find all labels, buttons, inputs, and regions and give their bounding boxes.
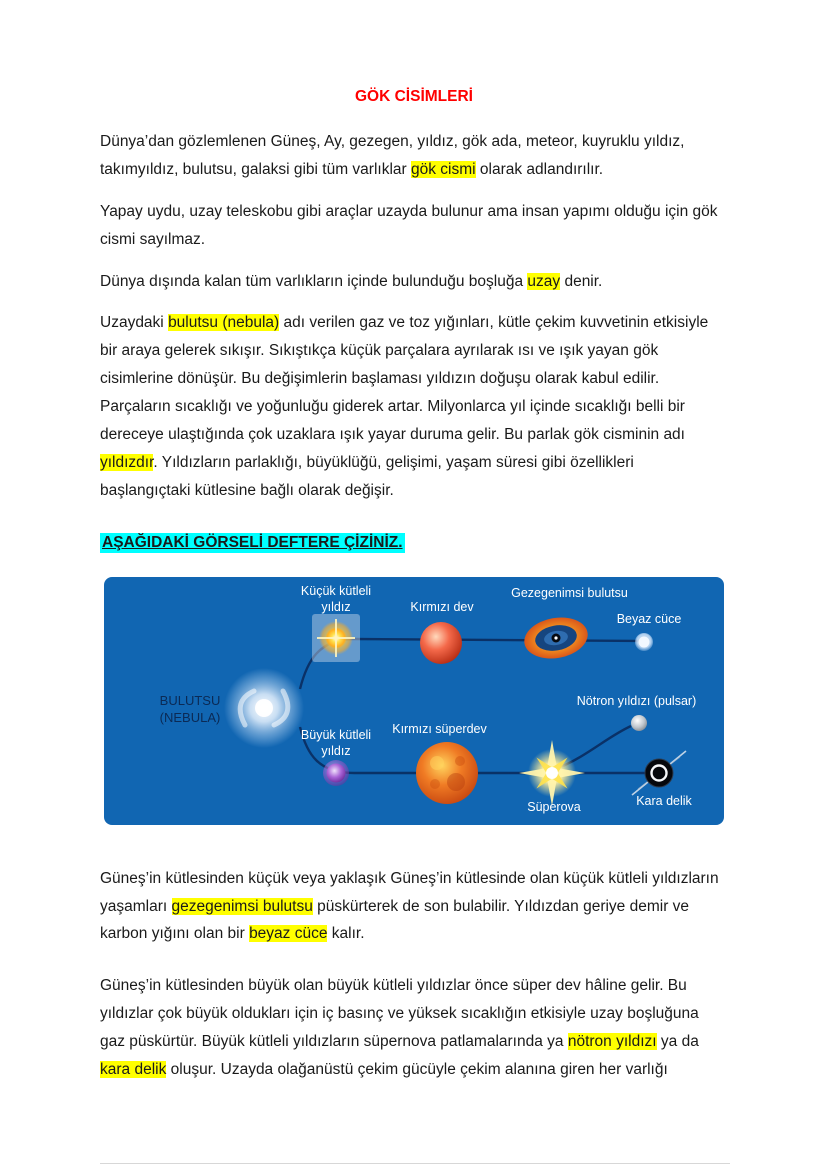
highlighted-text: yıldızdır — [100, 453, 154, 471]
label-small-mass-star: Küçük kütleli yıldız — [300, 583, 372, 614]
text-run: püskürterek de son bulabilir. Yıldızdan geriye demir ve karbon yığını olan bir — [100, 897, 690, 943]
paragraph-yapay-uydu — [100, 198, 728, 254]
highlighted-text: kara delik — [100, 1061, 167, 1079]
red-giant — [420, 622, 462, 664]
paragraph-gok-cismi — [100, 128, 728, 184]
text-run: Uzaydaki — [100, 314, 169, 332]
label-red-supergiant: Kırmızı süperdev — [392, 721, 487, 736]
highlighted-text: beyaz cüce — [249, 925, 328, 943]
text-run: Dünya’dan gözlemlenen Güneş, Ay, gezegen, yıldız, gök ada, meteor, kuyruklu yıldız, takımyıldız, bulutsu, galaksi gibi tüm varlıklar — [100, 133, 685, 178]
highlighted-text: gök cismi — [410, 160, 476, 178]
paragraph-beyaz-cuce — [100, 865, 728, 949]
label-nebula: BULUTSU (NEBULA) — [159, 692, 221, 725]
planetary-nebula — [521, 612, 591, 663]
highlighted-text: uzay — [527, 272, 561, 290]
text-run: Dünya dışında kalan tüm varlıkların içinde bulunduğu boşluğa — [100, 272, 528, 290]
page-title: GÖK CİSİMLERİ — [355, 88, 473, 105]
notice-heading-row — [100, 533, 728, 553]
label-red-giant: Kırmızı dev — [410, 599, 474, 614]
text-run: Yapay uydu, uzay teleskobu gibi araçlar uzayda bulunur ama insan yapımı olduğu için gök cismi sayılmaz. — [100, 202, 718, 248]
paragraph-bulutsu — [100, 309, 728, 504]
label-supernova: Süperova — [527, 799, 581, 814]
text-run: . Yıldızların parlaklığı, büyüklüğü, gelişimi, yaşam süresi gibi özellikleri başlangıçtaki kütlesine bağlı olarak değişir. — [100, 453, 634, 499]
label-white-dwarf: Beyaz cüce — [616, 611, 682, 626]
paragraph-kara-delik — [100, 972, 728, 1084]
label-planetary-nebula: Gezegenimsi bulutsu — [511, 585, 628, 600]
notice-heading: AŞAĞIDAKİ GÖRSELİ DEFTERE ÇİZİNİZ. — [102, 533, 403, 551]
paragraph-uzay — [100, 268, 728, 296]
highlighted-text: bulutsu (nebula) — [168, 314, 280, 332]
red-supergiant — [416, 742, 478, 804]
label-black-hole: Kara delik — [636, 793, 692, 808]
text-run: olarak adlandırılır. — [475, 160, 604, 178]
label-neutron-star: Nötron yıldızı (pulsar) — [576, 693, 697, 708]
text-run: denir. — [560, 272, 603, 290]
large-mass-star — [323, 760, 349, 786]
small-mass-star — [312, 614, 360, 662]
text-run: Güneş’in kütlesinden büyük olan büyük kütleli yıldızlar önce süper dev hâline gelir. Bu yıldızlar çok büyük oldukları için iç basınç ve yüksek sıcaklığın etkisiyle uzay boşluğuna gaz püskürtür. Büyük kütleli yıldızların süpernova patlamalarında ya — [100, 977, 699, 1051]
page-break-line — [100, 1163, 730, 1164]
neutron-star — [631, 715, 647, 731]
text-run: Güneş’in kütlesinden küçük veya yaklaşık Güneş’in kütlesinde olan küçük kütleli yıldızların yaşamları — [100, 869, 719, 915]
text-run: oluşur. Uzayda olağanüstü çekim gücüyle çekim alanına giren her varlığı — [166, 1061, 668, 1079]
text-run: kalır. — [327, 925, 365, 943]
supernova — [519, 740, 585, 806]
text-run: ya da — [656, 1033, 699, 1051]
label-large-mass-star: Büyük kütleli yıldız — [300, 727, 372, 758]
white-dwarf — [635, 633, 653, 651]
text-run: adı verilen gaz ve toz yığınları, kütle çekim kuvvetinin etkisiyle bir araya gelerek sıkışır. Sıkıştıkça küçük parçalara ayrılarak ısı ve ışık yayan gök cisimlerine dönüşür. Bu değişimlerin başlaması yıldızın doğuşu olarak kabul edilir. Parçaların sıcaklığı ve yoğunluğu giderek artar. Milyonlarca yıl içinde sıcaklığı belli bir dereceye ulaştığında çok uzaklara ışık yayar duruma gelir. Bu parlak gök cisminin adı — [100, 314, 709, 444]
highlighted-text: gezegenimsi bulutsu — [171, 897, 313, 915]
highlighted-text: nötron yıldızı — [567, 1033, 657, 1051]
stellar-evolution-diagram — [104, 577, 724, 825]
